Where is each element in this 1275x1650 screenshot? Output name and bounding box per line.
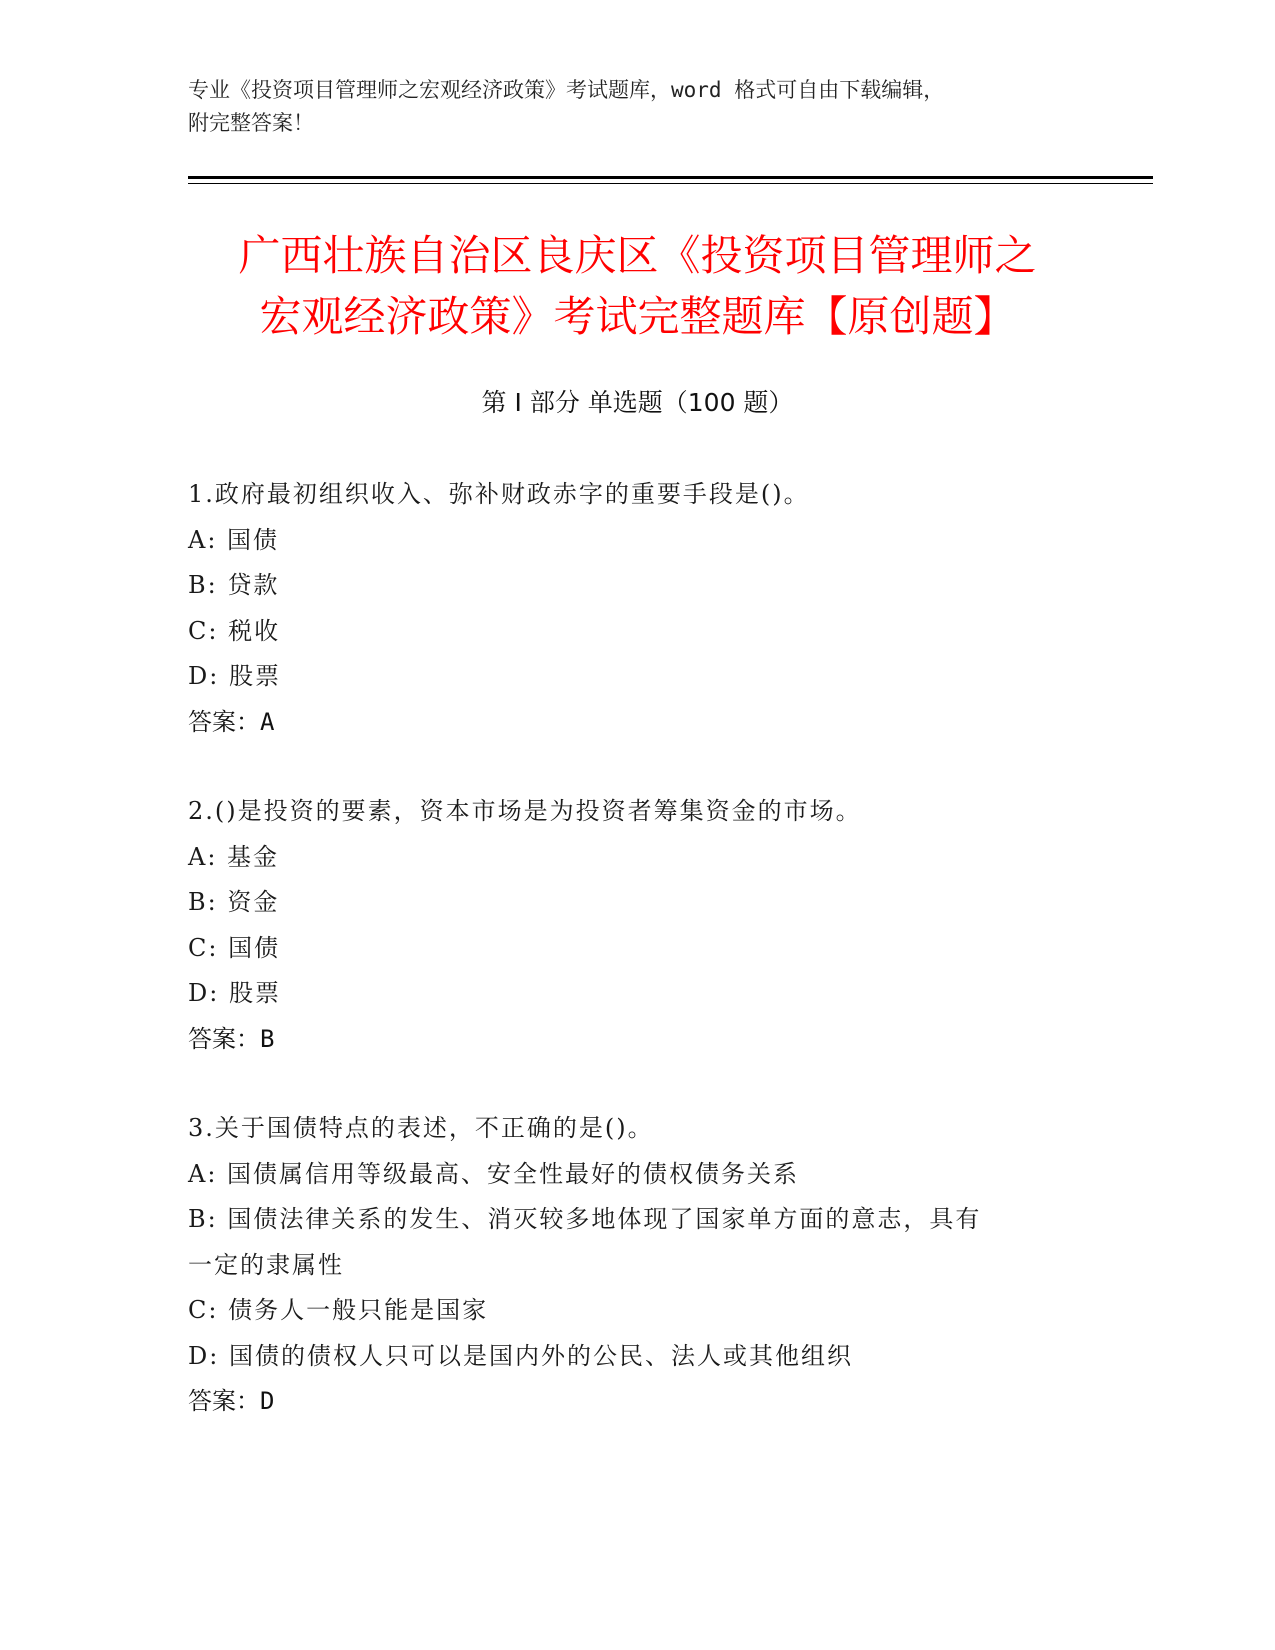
section-heading: 第 I 部分 单选题（100 题） xyxy=(481,388,794,417)
question-stem: 1.政府最初组织收入、弥补财政赤字的重要手段是()。 xyxy=(188,480,810,508)
answer-label: 答案： xyxy=(188,1387,260,1415)
question-list xyxy=(188,472,1088,1469)
option-a: A: 国债属信用等级最高、安全性最好的债权债务关系 xyxy=(188,1159,800,1188)
option-b: B: 资金 xyxy=(188,888,280,916)
header-divider-thick xyxy=(188,176,1153,179)
option-c: C: 债务人一般只能是国家 xyxy=(188,1296,489,1324)
answer-value: A xyxy=(260,707,275,736)
option-d: D: 国债的债权人只可以是国内外的公民、法人或其他组织 xyxy=(188,1341,853,1370)
option-b-continued: 一定的隶属性 xyxy=(188,1250,344,1279)
option-a: A: 基金 xyxy=(188,842,280,871)
answer-value: B xyxy=(260,1024,275,1053)
header-note-line-2: 附完整答案！ xyxy=(188,111,314,135)
question-stem: 3.关于国债特点的表述，不正确的是()。 xyxy=(188,1114,654,1142)
document-title xyxy=(170,225,1105,347)
option-c: C: 税收 xyxy=(188,616,281,645)
answer-label: 答案： xyxy=(188,707,260,736)
question-stem: 2.()是投资的要素，资本市场是为投资者筹集资金的市场。 xyxy=(188,797,862,825)
question-3 xyxy=(188,1106,1088,1425)
answer xyxy=(188,1379,1088,1425)
header-note xyxy=(188,74,1088,140)
answer xyxy=(188,700,1088,746)
option-d: D: 股票 xyxy=(188,662,281,690)
option-c: C: 国债 xyxy=(188,933,281,962)
header-note-line-1: 专业《投资项目管理师之宏观经济政策》考试题库，word 格式可自由下载编辑， xyxy=(188,78,945,102)
option-a: A: 国债 xyxy=(188,525,280,554)
question-2 xyxy=(188,789,1088,1062)
answer xyxy=(188,1017,1088,1063)
option-b: B: 贷款 xyxy=(188,571,280,599)
question-1 xyxy=(188,472,1088,745)
document-title-line-2: 宏观经济政策》考试完整题库【原创题】 xyxy=(259,292,1016,341)
option-b: B: 国债法律关系的发生、消灭较多地体现了国家单方面的意志，具有 xyxy=(188,1205,982,1233)
answer-value: D xyxy=(260,1387,275,1415)
option-d: D: 股票 xyxy=(188,979,281,1007)
document-title-line-1: 广西壮族自治区良庆区《投资项目管理师之 xyxy=(238,231,1037,280)
header-divider-thin xyxy=(188,183,1153,184)
answer-label: 答案： xyxy=(188,1024,260,1053)
